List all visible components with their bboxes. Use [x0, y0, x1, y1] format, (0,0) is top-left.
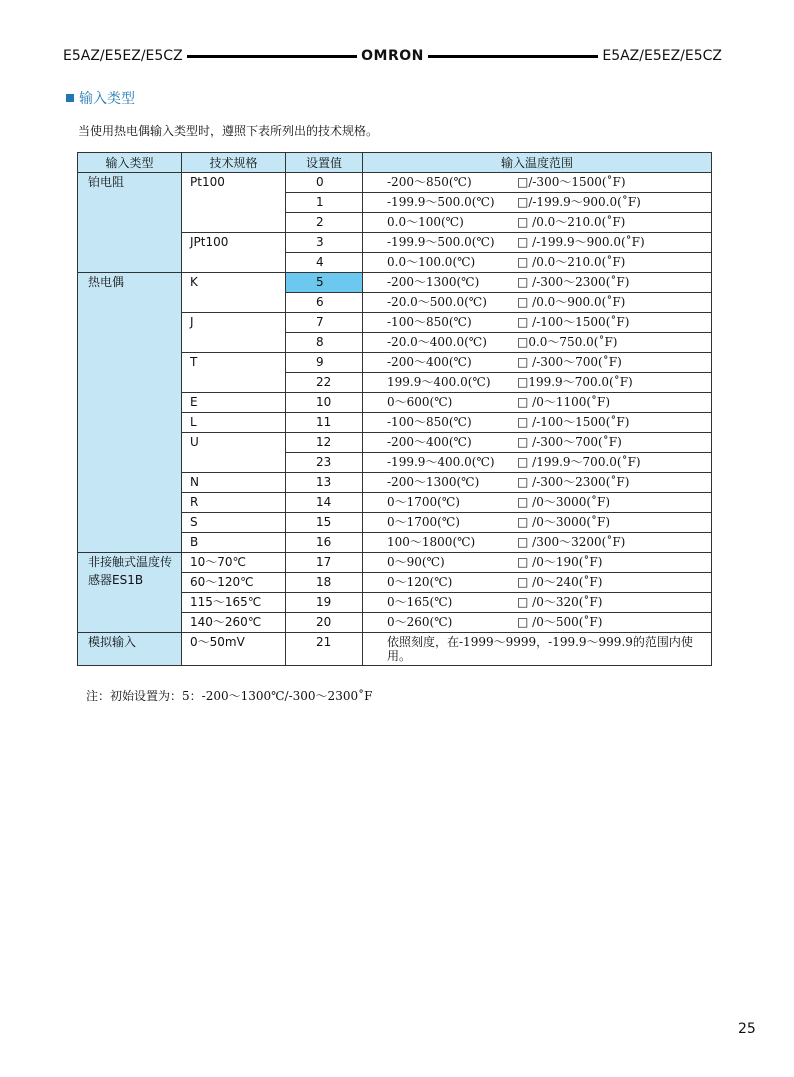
set-value-cell: 22	[286, 373, 363, 393]
section-title-text: 输入类型	[79, 91, 135, 107]
intro-text: 当使用热电偶输入类型时，遵照下表所列出的技术规格。	[78, 124, 379, 138]
spec-cell: 10～70℃	[182, 553, 286, 573]
spec-cell: N	[182, 473, 286, 493]
footnote: 注：初始设置为：5：-200～1300℃/-300～2300˚F	[86, 689, 373, 703]
temp-range-cell	[363, 173, 712, 193]
temp-range-cell	[363, 373, 712, 393]
spec-cell	[182, 213, 286, 233]
set-value-cell: 21	[286, 633, 363, 666]
range-fahrenheit: □/-300～1500(˚F)	[517, 175, 626, 189]
input-type-table	[77, 152, 712, 666]
set-value-cell: 4	[286, 253, 363, 273]
spec-cell	[182, 293, 286, 313]
range-celsius: 0～260(℃)	[387, 615, 453, 629]
omron-logo: OMRON	[361, 48, 424, 64]
temp-range-cell	[363, 393, 712, 413]
set-value-cell: 20	[286, 613, 363, 633]
range-celsius: 0～600(℃)	[387, 395, 453, 409]
temp-range-cell	[363, 333, 712, 353]
range-celsius: -20.0～400.0(℃)	[387, 335, 487, 349]
temp-range-cell	[363, 353, 712, 373]
temp-range-cell	[363, 513, 712, 533]
set-value-cell: 6	[286, 293, 363, 313]
range-fahrenheit: □ /0～1100(˚F)	[517, 395, 611, 409]
range-fahrenheit: □199.9～700.0(˚F)	[517, 375, 633, 389]
range-fahrenheit: □ /300～3200(˚F)	[517, 535, 626, 549]
spec-cell: J	[182, 313, 286, 333]
table-body	[78, 173, 712, 666]
range-fahrenheit: □0.0～750.0(˚F)	[517, 335, 618, 349]
temp-range-cell	[363, 573, 712, 593]
set-value-cell: 19	[286, 593, 363, 613]
header-rule-right	[428, 55, 598, 58]
spec-cell: S	[182, 513, 286, 533]
temp-range-cell	[363, 313, 712, 333]
range-celsius: -20.0～500.0(℃)	[387, 295, 487, 309]
spec-cell: B	[182, 533, 286, 553]
spec-cell	[182, 333, 286, 353]
set-value-cell: 9	[286, 353, 363, 373]
page-number: 25	[738, 1021, 756, 1037]
input-type-cell: 非接触式温度传感器ES1B	[78, 553, 182, 633]
range-fahrenheit: □ /-300～2300(˚F)	[517, 275, 630, 289]
range-fahrenheit: □ /0.0～900.0(˚F)	[517, 295, 626, 309]
spec-cell: E	[182, 393, 286, 413]
range-fahrenheit: □ /0～190(˚F)	[517, 555, 603, 569]
set-value-cell: 10	[286, 393, 363, 413]
range-celsius: 0～90(℃)	[387, 555, 445, 569]
input-type-cell: 热电偶	[78, 273, 182, 553]
set-value-cell: 14	[286, 493, 363, 513]
range-fahrenheit: □ /0～3000(˚F)	[517, 495, 611, 509]
spec-cell	[182, 253, 286, 273]
range-celsius: -200～1300(℃)	[387, 275, 480, 289]
range-celsius: 199.9～400.0(℃)	[387, 375, 491, 389]
range-fahrenheit: □ /0.0～210.0(˚F)	[517, 255, 626, 269]
spec-cell: JPt100	[182, 233, 286, 253]
spec-cell: U	[182, 433, 286, 453]
temp-range-cell	[363, 433, 712, 453]
range-fahrenheit: □ /199.9～700.0(˚F)	[517, 455, 641, 469]
header-left-title: E5AZ/E5EZ/E5CZ	[63, 48, 183, 64]
range-fahrenheit: □ /-300～2300(˚F)	[517, 475, 630, 489]
set-value-cell: 18	[286, 573, 363, 593]
range-celsius: 依照刻度，在-1999～9999，-199.9～999.9的范围内使用。	[387, 635, 693, 663]
header-spec: 技术规格	[182, 153, 286, 173]
spec-cell: 0～50mV	[182, 633, 286, 666]
range-fahrenheit: □ /-300～700(˚F)	[517, 435, 622, 449]
range-fahrenheit: □ /0～500(˚F)	[517, 615, 603, 629]
spec-cell: 115～165℃	[182, 593, 286, 613]
header-set-value: 设置值	[286, 153, 363, 173]
range-celsius: 100～1800(℃)	[387, 535, 476, 549]
range-celsius: -199.9～500.0(℃)	[387, 195, 495, 209]
spec-cell: T	[182, 353, 286, 373]
range-celsius: 0～1700(℃)	[387, 515, 460, 529]
range-fahrenheit: □/-199.9～900.0(˚F)	[517, 195, 641, 209]
range-fahrenheit: □ /-100～1500(˚F)	[517, 415, 630, 429]
range-celsius: -199.9～400.0(℃)	[387, 455, 495, 469]
temp-range-cell	[363, 253, 712, 273]
spec-cell: L	[182, 413, 286, 433]
input-type-cell: 铂电阻	[78, 173, 182, 273]
table-row	[78, 173, 712, 193]
range-celsius: 0～165(℃)	[387, 595, 453, 609]
range-celsius: -200～1300(℃)	[387, 475, 480, 489]
range-fahrenheit: □ /0～320(˚F)	[517, 595, 603, 609]
temp-range-cell	[363, 213, 712, 233]
range-celsius: -100～850(℃)	[387, 415, 472, 429]
set-value-cell: 16	[286, 533, 363, 553]
page-header	[63, 45, 722, 67]
range-celsius: -100～850(℃)	[387, 315, 472, 329]
set-value-cell: 17	[286, 553, 363, 573]
temp-range-cell	[363, 553, 712, 573]
set-value-cell: 13	[286, 473, 363, 493]
range-celsius: -199.9～500.0(℃)	[387, 235, 495, 249]
table-row	[78, 553, 712, 573]
section-heading	[66, 88, 135, 108]
temp-range-cell	[363, 473, 712, 493]
set-value-cell: 12	[286, 433, 363, 453]
set-value-cell: 7	[286, 313, 363, 333]
input-type-cell: 模拟输入	[78, 633, 182, 666]
spec-cell	[182, 193, 286, 213]
set-value-cell: 5	[286, 273, 363, 293]
temp-range-cell	[363, 633, 712, 666]
spec-cell	[182, 373, 286, 393]
range-celsius: -200～400(℃)	[387, 355, 472, 369]
range-fahrenheit: □ /-300～700(˚F)	[517, 355, 622, 369]
range-celsius: 0.0～100.0(℃)	[387, 255, 476, 269]
square-bullet-icon	[66, 94, 74, 102]
temp-range-cell	[363, 273, 712, 293]
table-row	[78, 273, 712, 293]
range-fahrenheit: □ /0.0～210.0(˚F)	[517, 215, 626, 229]
table-header-row	[78, 153, 712, 173]
range-fahrenheit: □ /0～3000(˚F)	[517, 515, 611, 529]
header-rule-left	[187, 55, 357, 58]
range-fahrenheit: □ /0～240(˚F)	[517, 575, 603, 589]
set-value-cell: 3	[286, 233, 363, 253]
set-value-cell: 8	[286, 333, 363, 353]
temp-range-cell	[363, 193, 712, 213]
temp-range-cell	[363, 613, 712, 633]
temp-range-cell	[363, 493, 712, 513]
header-right-title: E5AZ/E5EZ/E5CZ	[602, 48, 723, 64]
set-value-cell: 2	[286, 213, 363, 233]
set-value-cell: 23	[286, 453, 363, 473]
table-row	[78, 633, 712, 666]
range-fahrenheit: □ /-100～1500(˚F)	[517, 315, 630, 329]
range-celsius: 0.0～100(℃)	[387, 215, 464, 229]
header-temp-range: 输入温度范围	[363, 153, 712, 173]
temp-range-cell	[363, 453, 712, 473]
set-value-cell: 11	[286, 413, 363, 433]
spec-cell: 140～260℃	[182, 613, 286, 633]
spec-cell: R	[182, 493, 286, 513]
range-celsius: -200～400(℃)	[387, 435, 472, 449]
spec-cell: 60～120℃	[182, 573, 286, 593]
range-celsius: 0～120(℃)	[387, 575, 453, 589]
temp-range-cell	[363, 533, 712, 553]
range-celsius: -200～850(℃)	[387, 175, 472, 189]
spec-cell: K	[182, 273, 286, 293]
spec-cell: Pt100	[182, 173, 286, 193]
set-value-cell: 0	[286, 173, 363, 193]
temp-range-cell	[363, 293, 712, 313]
header-input-type: 输入类型	[78, 153, 182, 173]
temp-range-cell	[363, 593, 712, 613]
temp-range-cell	[363, 413, 712, 433]
range-celsius: 0～1700(℃)	[387, 495, 460, 509]
set-value-cell: 1	[286, 193, 363, 213]
temp-range-cell	[363, 233, 712, 253]
spec-cell	[182, 453, 286, 473]
range-fahrenheit: □ /-199.9～900.0(˚F)	[517, 235, 645, 249]
set-value-cell: 15	[286, 513, 363, 533]
